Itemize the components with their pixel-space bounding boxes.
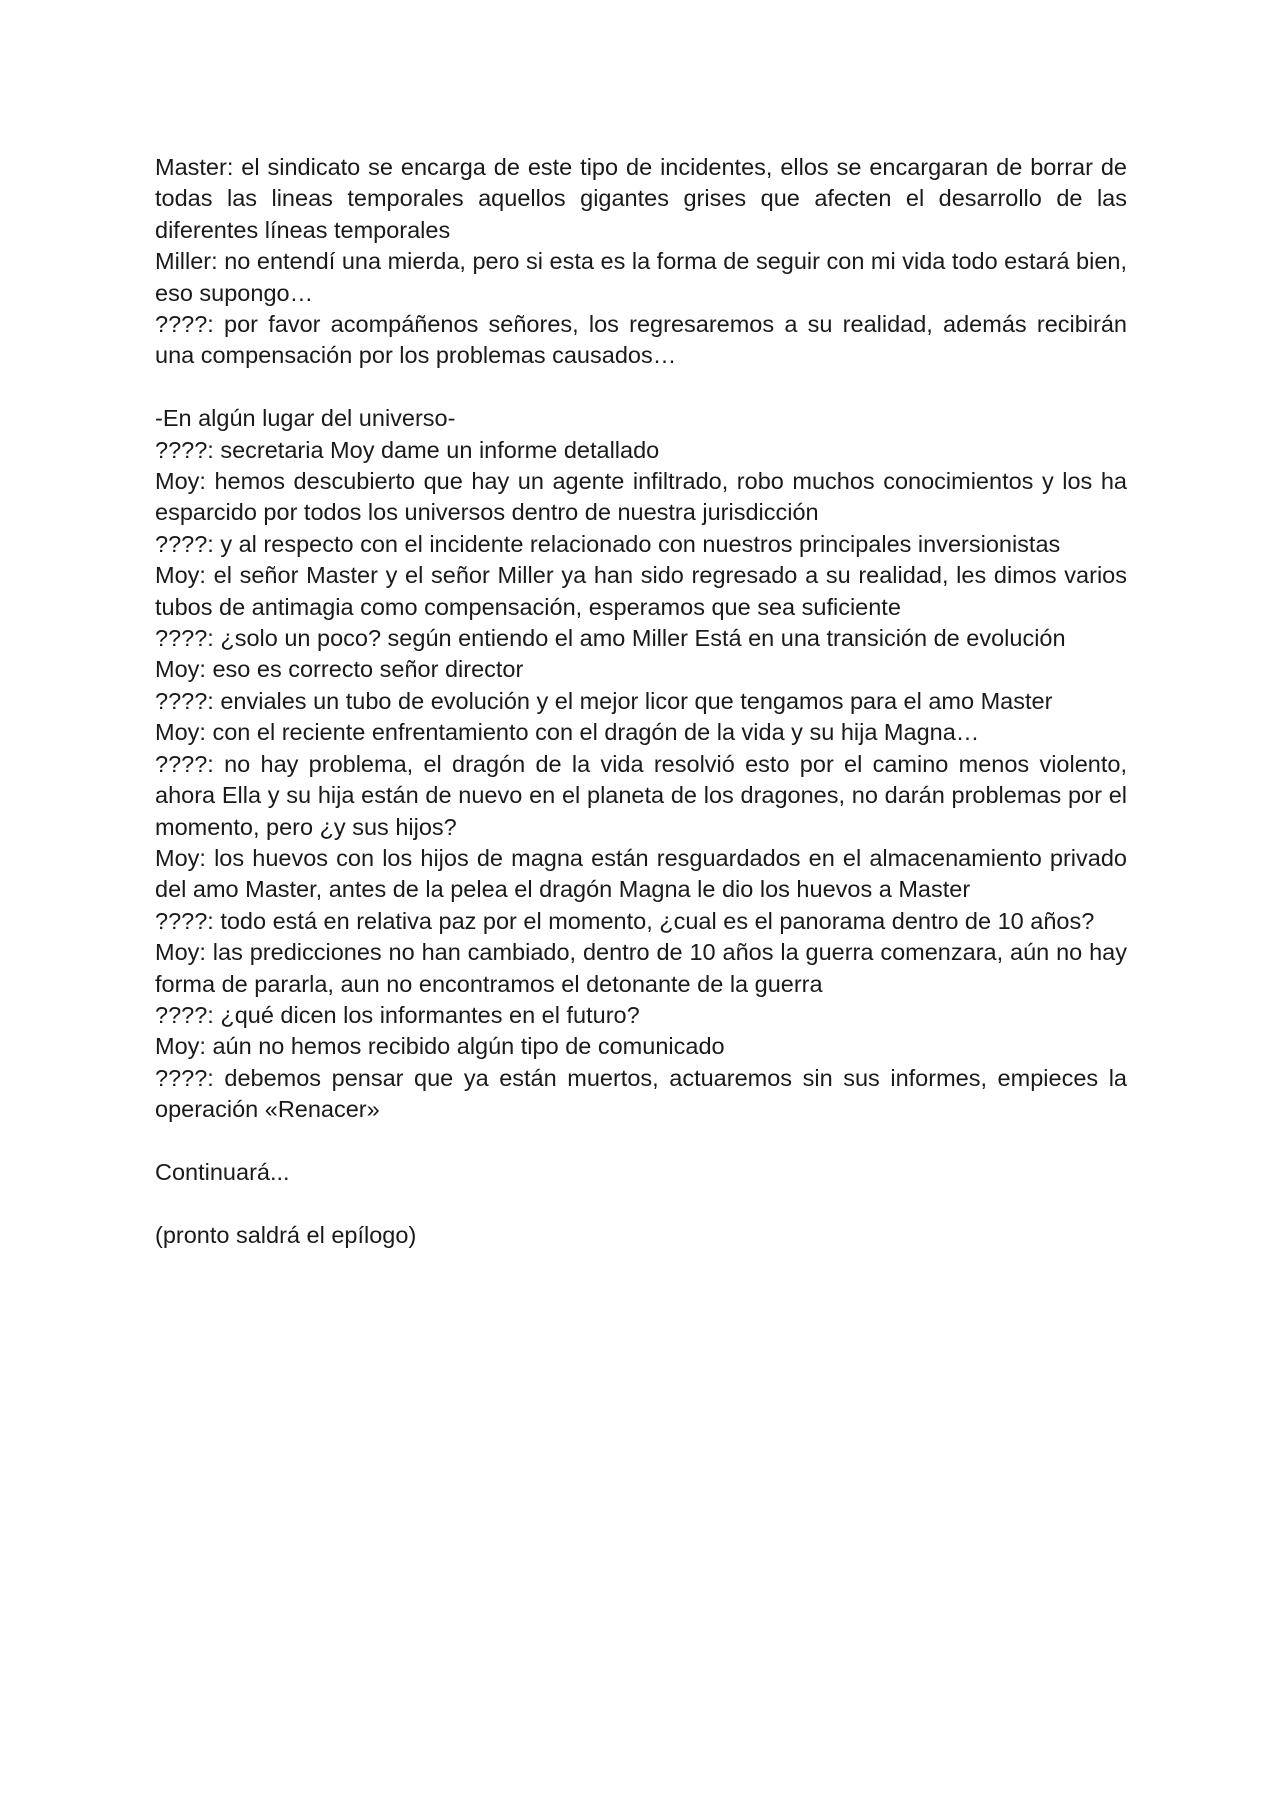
dialogue-line: ????: secretaria Moy dame un informe detallado — [155, 436, 660, 463]
dialogue-line: Master: el sindicato se encarga de este tipo de incidentes, ellos se encargaran de borrar de todas las lineas temporales aquellos gigantes grises que afecten el desarrollo de las diferentes líneas temporales — [155, 154, 1127, 243]
dialogue-line: Moy: aún no hemos recibido algún tipo de comunicado — [155, 1033, 725, 1060]
dialogue-line: ????: debemos pensar que ya están muertos, actuaremos sin sus informes, empieces la operación «Renacer» — [155, 1064, 1127, 1123]
dialogue-line: Moy: las predicciones no han cambiado, dentro de 10 años la guerra comenzara, aún no hay forma de pararla, aun no encontramos el detonante de la guerra — [155, 939, 1127, 997]
dialogue-line: ????: enviales un tubo de evolución y el mejor licor que tengamos para el amo Master — [155, 687, 1053, 714]
dialogue-line: ????: no hay problema, el dragón de la vida resolvió esto por el camino menos violento, ahora Ella y su hija están de nuevo en el planeta de los dragones, no darán problemas por el momento, pero ¿y sus hijos? — [155, 750, 1127, 840]
paragraph-gap — [155, 372, 1127, 403]
paragraph-gap — [155, 1126, 1127, 1157]
dialogue-line: ????: ¿qué dicen los informantes en el futuro? — [155, 1001, 640, 1028]
dialogue-line: Moy: hemos descubierto que hay un agente infiltrado, robo muchos conocimientos y los ha esparcido por todos los universos dentro de nuestra jurisdicción — [155, 468, 1127, 526]
dialogue-line: Miller: no entendí una mierda, pero si esta es la forma de seguir con mi vida todo estará bien, eso supongo… — [155, 248, 1127, 306]
document-body — [155, 152, 1127, 1251]
paragraph-gap — [155, 1188, 1127, 1219]
continuation-text: Continuará... — [155, 1158, 290, 1185]
dialogue-line: Moy: los huevos con los hijos de magna están resguardados en el almacenamiento privado del amo Master, antes de la pelea el dragón Magna le dio los huevos a Master — [155, 844, 1127, 903]
dialogue-line: Moy: eso es correcto señor director — [155, 656, 524, 683]
dialogue-line: ????: ¿solo un poco? según entiendo el amo Miller Está en una transición de evolución — [155, 625, 1066, 652]
dialogue-line: Moy: el señor Master y el señor Miller ya han sido regresado a su realidad, les dimos varios tubos de antimagia como compensación, esperamos que sea suficiente — [155, 562, 1127, 620]
dialogue-line: ????: por favor acompáñenos señores, los regresaremos a su realidad, además recibirán una compensación por los problemas causados… — [155, 311, 1127, 369]
dialogue-line: ????: y al respecto con el incidente relacionado con nuestros principales inversionistas — [155, 530, 1061, 557]
epilogue-note: (pronto saldrá el epílogo) — [155, 1221, 417, 1248]
dialogue-line: Moy: con el reciente enfrentamiento con el dragón de la vida y su hija Magna… — [155, 719, 980, 746]
scene-heading: -En algún lugar del universo- — [155, 405, 456, 432]
dialogue-line: ????: todo está en relativa paz por el momento, ¿cual es el panorama dentro de 10 años? — [155, 907, 1095, 934]
